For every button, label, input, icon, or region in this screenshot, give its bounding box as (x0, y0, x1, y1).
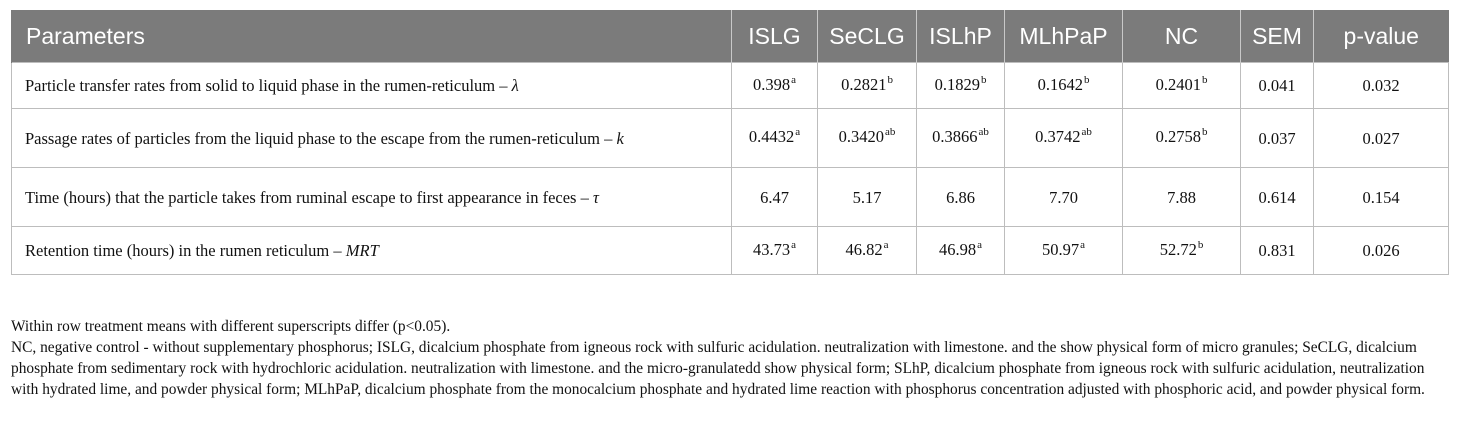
cell-islhp (917, 227, 1005, 275)
cell-value: 0.154 (1362, 187, 1400, 207)
cell-superscript: b (980, 73, 987, 86)
row-symbol: λ (511, 76, 519, 95)
row-label-text: Passage rates of particles from the liquid phase to the escape from the rumen-reticulum – (25, 128, 617, 148)
cell-superscript: b (1197, 238, 1204, 251)
cell-value: 0.831 (1258, 241, 1296, 260)
cell-sem (1241, 109, 1314, 168)
cell-nc (1123, 168, 1241, 227)
results-table (11, 10, 1449, 275)
cell-superscript: b (1083, 73, 1090, 86)
cell-superscript: a (795, 126, 801, 138)
cell-value: 7.88 (1167, 187, 1196, 207)
cell-nc (1123, 109, 1241, 168)
row-label-text: Particle transfer rates from solid to liquid phase in the rumen-reticulum – (25, 76, 512, 95)
significance-note: Within row treatment means with different superscripts differ (p<0.05). (11, 318, 451, 335)
cell-islhp (917, 63, 1005, 109)
cell-p-value (1314, 109, 1449, 168)
header-p-value: p-value (1314, 10, 1449, 63)
cell-islg (732, 168, 818, 227)
cell-value: 6.86 (946, 187, 975, 207)
row-label-text: Retention time (hours) in the rumen reticulum – (25, 241, 346, 260)
cell-sem (1241, 227, 1314, 275)
header-islg: ISLG (732, 10, 818, 63)
row-symbol: k (616, 128, 624, 148)
row-label (12, 227, 732, 275)
cell-value: 0.398 (752, 74, 791, 94)
table-footnotes (11, 316, 1451, 400)
cell-seclg (818, 168, 917, 227)
table-row-tau (12, 168, 1449, 227)
cell-value: 0.1829 (934, 74, 980, 94)
row-label (12, 63, 732, 109)
cell-mlhpap (1005, 109, 1123, 168)
cell-seclg (818, 63, 917, 109)
cell-p-value (1314, 168, 1449, 227)
cell-superscript: ab (1081, 126, 1092, 138)
cell-mlhpap (1005, 227, 1123, 275)
header-row (12, 10, 1449, 63)
header-parameters: Parameters (12, 10, 732, 63)
cell-value: 0.026 (1362, 241, 1400, 260)
cell-mlhpap (1005, 63, 1123, 109)
header-islhp: ISLhP (917, 10, 1005, 63)
row-label (12, 168, 732, 227)
cell-superscript: ab (884, 126, 896, 138)
cell-superscript: b (887, 73, 893, 86)
cell-seclg (818, 109, 917, 168)
header-nc: NC (1123, 10, 1241, 63)
cell-superscript: a (791, 238, 796, 251)
cell-superscript: b (1201, 73, 1208, 86)
cell-value: 50.97 (1041, 239, 1080, 259)
row-label (12, 109, 732, 168)
row-symbol: MRT (345, 241, 379, 260)
cell-islg (732, 109, 818, 168)
cell-superscript: a (1080, 238, 1085, 251)
cell-islhp (917, 168, 1005, 227)
cell-value: 0.4432 (748, 127, 795, 146)
cell-value: 0.3866 (932, 127, 978, 146)
row-symbol: τ (592, 187, 599, 207)
cell-value: 0.2401 (1155, 74, 1201, 94)
cell-nc (1123, 227, 1241, 275)
cell-superscript: a (791, 73, 796, 86)
cell-superscript: b (1201, 126, 1208, 138)
cell-value: 7.70 (1049, 187, 1078, 207)
cell-value: 46.82 (845, 239, 883, 259)
table-row-k (12, 109, 1449, 168)
cell-value: 52.72 (1159, 239, 1197, 259)
cell-superscript: a (883, 238, 889, 251)
cell-nc (1123, 63, 1241, 109)
cell-value: 0.2758 (1155, 127, 1201, 146)
header-mlhpap: MLhPaP (1005, 10, 1123, 63)
table-row-lambda (12, 63, 1449, 109)
cell-sem (1241, 63, 1314, 109)
cell-value: 0.1642 (1037, 74, 1083, 94)
cell-superscript: a (977, 238, 982, 251)
cell-value: 46.98 (938, 239, 977, 259)
cell-value: 43.73 (752, 239, 791, 259)
row-label-text: Time (hours) that the particle takes from ruminal escape to first appearance in feces – (25, 187, 593, 207)
cell-value: 0.041 (1258, 76, 1296, 95)
cell-value: 0.3742 (1035, 127, 1081, 146)
cell-value: 6.47 (760, 187, 789, 207)
cell-islg (732, 63, 818, 109)
cell-value: 0.037 (1258, 128, 1296, 148)
cell-value: 5.17 (852, 187, 882, 207)
cell-value: 0.032 (1362, 76, 1400, 95)
cell-superscript: ab (978, 126, 989, 138)
header-sem: SEM (1241, 10, 1314, 63)
cell-mlhpap (1005, 168, 1123, 227)
cell-value: 0.3420 (838, 127, 884, 146)
header-seclg: SeCLG (818, 10, 917, 63)
cell-p-value (1314, 227, 1449, 275)
table-row-mrt (12, 227, 1449, 275)
data-table-container (11, 10, 1448, 275)
cell-value: 0.027 (1362, 128, 1400, 148)
cell-value: 0.614 (1258, 187, 1296, 207)
cell-sem (1241, 168, 1314, 227)
cell-value: 0.2821 (841, 74, 887, 94)
cell-seclg (818, 227, 917, 275)
cell-p-value (1314, 63, 1449, 109)
abbreviations-note: NC, negative control - without supplementary phosphorus; ISLG, dicalcium phosphate from igneous rock with sulfuric acidulation. neutralization with limestone. and the show physical form of micro granules; SeCLG, dicalcium phosphate from sedimentary rock with hydrochloric acidulation. neutralization with limestone. and the micro-granulatedd show physical form; SLhP, dicalcium phosphate from igneous rock with sulfuric acidulation, neutralization with hydrated lime, and powder physical form; MLhPaP, dicalcium phosphate from the monocalcium phosphate and hydrated lime reaction with phosphorus concentration adjusted with phosphoric acid, and powder physical form. (11, 339, 1425, 398)
cell-islg (732, 227, 818, 275)
cell-islhp (917, 109, 1005, 168)
